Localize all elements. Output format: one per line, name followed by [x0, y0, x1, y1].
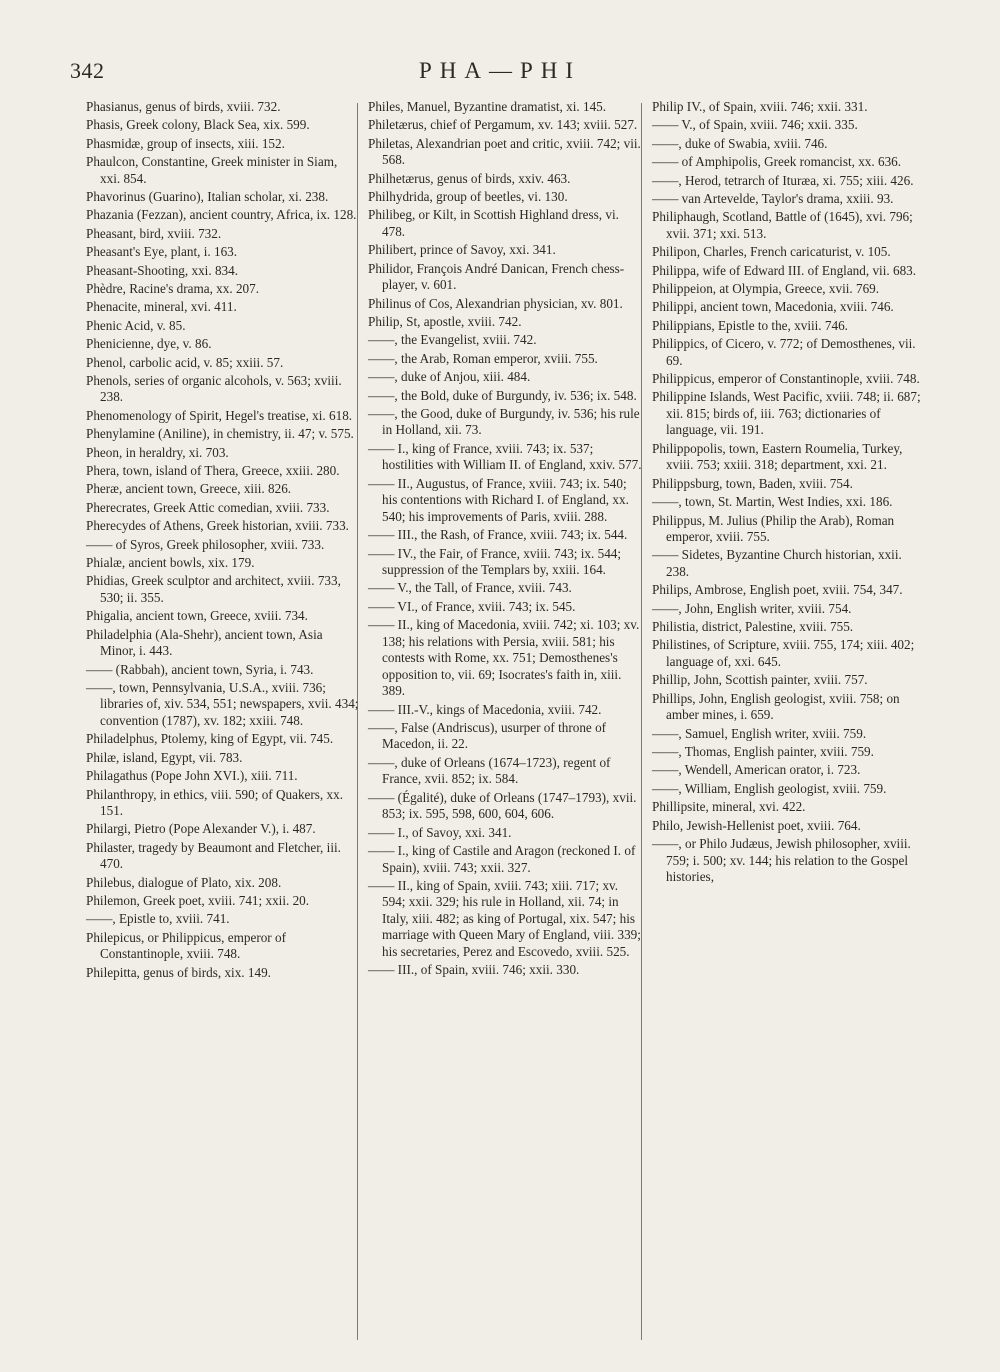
index-entry: Phazania (Fezzan), ancient country, Africa, ix. 128. [86, 207, 357, 223]
index-entry: —— III., the Rash, of France, xviii. 743; ix. 544. [368, 527, 628, 543]
index-entry: Phidias, Greek sculptor and architect, xviii. 733, 530; ii. 355. [86, 573, 341, 605]
index-entry: ——, the Evangelist, xviii. 742. [368, 332, 537, 348]
index-entry: Philippopolis, town, Eastern Roumelia, Turkey, xviii. 753; xxiii. 318; department, xxi. 21. [652, 440, 903, 473]
index-entry: Phenacite, mineral, xvi. 411. [86, 299, 237, 315]
index-entry: Philepicus, or Philippicus, emperor of Constantinople, xviii. 748. [86, 929, 286, 962]
index-entry: Philetas, Alexandrian poet and critic, xviii. 742; vii. 568. [368, 135, 641, 168]
index-entry: Philadelphus, Ptolemy, king of Egypt, vii. 745. [86, 731, 334, 747]
index-entry: Phenols, series of organic alcohols, v. 563; xviii. 238. [86, 372, 342, 405]
index-entry: —— V., the Tall, of France, xviii. 743. [368, 580, 572, 596]
index-entry: Philes, Manuel, Byzantine dramatist, xi. 145. [368, 99, 607, 114]
index-entry: —— II., king of Macedonia, xviii. 742; xi. 103; xv. 138; his relations with Persia, xviii. 581; his contests with Rome, xx. 751; Demosthenes's opposition to, vii. 69; Isocrates's faith in, xiii. 389. [368, 617, 640, 699]
index-entry: Philanthropy, in ethics, viii. 590; of Quakers, xx. 151. [86, 786, 344, 818]
index-entry: —— (Égalité), duke of Orleans (1747–1793), xvii. 853; ix. 595, 598, 600, 604, 606. [368, 789, 637, 822]
index-entry: Philistines, of Scripture, xviii. 755, 174; xiii. 402; language of, xxi. 645. [652, 637, 915, 669]
index-entry: ——, Samuel, English writer, xviii. 759. [652, 725, 867, 741]
index-entry: Pheon, in heraldry, xi. 703. [86, 444, 229, 460]
index-entry: Philinus of Cos, Alexandrian physician, xv. 801. [368, 295, 623, 311]
index-entry: ——, William, English geologist, xviii. 759. [652, 780, 887, 796]
index-entry: ——, Herod, tetrarch of Ituræa, xi. 755; xiii. 426. [652, 172, 914, 188]
index-entry: Philippus, M. Julius (Philip the Arab), Roman emperor, xviii. 755. [652, 512, 895, 545]
index-entry: Phigalia, ancient town, Greece, xviii. 734. [86, 608, 308, 624]
index-entry: Philippine Islands, West Pacific, xviii. 748; ii. 687; xii. 815; birds of, iii. 763; dictionaries of language, vii. 191. [652, 389, 921, 438]
index-entry: Philagathus (Pope John XVI.), xiii. 711. [86, 768, 298, 784]
index-entry: —— V., of Spain, xviii. 746; xxii. 335. [652, 117, 858, 133]
index-entry: ——, Wendell, American orator, i. 723. [652, 762, 861, 778]
index-entry: Phillips, John, English geologist, xviii. 758; on amber mines, i. 659. [652, 690, 900, 723]
index-entry: Philidor, François André Danican, French chess-player, v. 601. [368, 260, 625, 293]
index-entry: —— of Syros, Greek philosopher, xviii. 733. [86, 536, 325, 552]
index-entry: Philemon, Greek poet, xviii. 741; xxii. 20. [86, 893, 310, 909]
index-entry: ——, duke of Anjou, xiii. 484. [368, 369, 531, 385]
index-entry: Philippics, of Cicero, v. 772; of Demosthenes, vii. 69. [652, 336, 916, 368]
index-entry: Pheasant-Shooting, xxi. 834. [86, 262, 239, 278]
index-entry: ——, False (Andriscus), usurper of throne of Macedon, ii. 22. [368, 719, 607, 752]
index-entry: ——, John, English writer, xviii. 754. [652, 600, 852, 616]
index-entry: —— VI., of France, xviii. 743; ix. 545. [368, 598, 576, 614]
index-entry: Philaster, tragedy by Beaumont and Fletcher, iii. 470. [86, 839, 341, 872]
index-entry: Phaulcon, Constantine, Greek minister in Siam, xxi. 854. [86, 154, 338, 186]
index-entry: ——, Epistle to, xviii. 741. [86, 911, 230, 927]
index-entry: ——, duke of Orleans (1674–1723), regent of France, xvii. 852; ix. 584. [368, 754, 611, 787]
index-entry: ——, town, St. Martin, West Indies, xxi. 186. [652, 494, 893, 510]
index-entry: ——, or Philo Judæus, Jewish philosopher, xviii. 759; i. 500; xv. 144; his relation to the Gospel histories, [652, 836, 911, 884]
index-entry: Pheasant's Eye, plant, i. 163. [86, 244, 238, 260]
index-entry: ——, town, Pennsylvania, U.S.A., xviii. 736; libraries of, xiv. 534, 551; newspapers, xvii. 434; convention (1787), xv. 182; xxiii. 748. [86, 679, 359, 728]
index-entry: —— (Rabbah), ancient town, Syria, i. 743. [86, 661, 314, 677]
index-entry: —— I., of Savoy, xxi. 341. [368, 824, 512, 840]
index-entry: Phillipsite, mineral, xvi. 422. [652, 799, 806, 815]
index-column-3 [652, 99, 926, 887]
index-entry: ——, the Arab, Roman emperor, xviii. 755. [368, 350, 598, 366]
index-entry: Philippi, ancient town, Macedonia, xviii. 746. [652, 299, 894, 315]
index-entry: —— I., king of France, xviii. 743; ix. 537; hostilities with William II. of England, xxiv. 577. [368, 440, 642, 473]
index-entry: ——, the Bold, duke of Burgundy, iv. 536; ix. 548. [368, 387, 637, 403]
index-column-1 [86, 99, 360, 983]
index-entry: Philæ, island, Egypt, vii. 783. [86, 749, 243, 765]
index-entry: Phenomenology of Spirit, Hegel's treatise, xi. 618. [86, 407, 353, 423]
index-entry: Philip, St, apostle, xviii. 742. [368, 314, 522, 330]
index-entry: Pheræ, ancient town, Greece, xiii. 826. [86, 481, 292, 497]
index-entry: ——, the Good, duke of Burgundy, iv. 536; his rule in Holland, xii. 73. [368, 405, 640, 438]
index-entry: —— van Artevelde, Taylor's drama, xxiii. 93. [652, 190, 894, 206]
index-entry: Pherecrates, Greek Attic comedian, xviii. 733. [86, 499, 330, 515]
index-entry: —— Sidetes, Byzantine Church historian, xxii. 238. [652, 547, 902, 579]
index-entry: Phenic Acid, v. 85. [86, 317, 186, 333]
running-head: PHA—PHI [418, 58, 582, 83]
index-entry: Philibeg, or Kilt, in Scottish Highland dress, vi. 478. [368, 207, 619, 239]
index-entry: —— I., king of Castile and Aragon (reckoned I. of Spain), xviii. 743; xxii. 327. [368, 843, 636, 875]
page-number: 342 [70, 58, 105, 83]
index-entry: Philippicus, emperor of Constantinople, xviii. 748. [652, 371, 920, 387]
index-entry: Philip IV., of Spain, xviii. 746; xxii. 331. [652, 99, 868, 114]
index-entry: Philippians, Epistle to the, xviii. 746. [652, 317, 848, 333]
index-entry: —— IV., the Fair, of France, xviii. 743; ix. 544; suppression of the Templars by, xxiii. 164. [368, 545, 622, 578]
index-entry: Philo, Jewish-Hellenist poet, xviii. 764. [652, 817, 861, 833]
index-entry: Phasianus, genus of birds, xviii. 732. [86, 99, 281, 114]
index-entry: Philiphaugh, Scotland, Battle of (1645), xvi. 796; xvii. 371; xxi. 513. [652, 209, 913, 241]
index-entry: Philippsburg, town, Baden, xviii. 754. [652, 475, 853, 491]
index-entry: —— II., king of Spain, xviii. 743; xiii. 717; xv. 594; xxii. 329; his rule in Holland, xii. 74; in Italy, xiii. 482; as king of Portugal, xix. 547; his marriage with Queen Mary of England, viii. 339; his secretaries, Perez and Escovedo, xviii. 525. [368, 877, 641, 959]
index-column-2 [368, 99, 642, 981]
index-entry: Philadelphia (Ala-Shehr), ancient town, Asia Minor, i. 443. [86, 626, 323, 659]
index-entry: Pherecydes of Athens, Greek historian, xviii. 733. [86, 518, 349, 534]
index-entry: Philhydrida, group of beetles, vi. 130. [368, 189, 568, 205]
index-entry: Phenol, carbolic acid, v. 85; xxiii. 57. [86, 354, 284, 370]
index-entry: Philippeion, at Olympia, Greece, xvii. 769. [652, 281, 880, 297]
index-entry: Phèdre, Racine's drama, xx. 207. [86, 281, 260, 297]
index-entry: Philargi, Pietro (Pope Alexander V.), i. 487. [86, 821, 316, 837]
index-entry: Phillip, John, Scottish painter, xviii. 757. [652, 672, 868, 688]
index-entry: Phera, town, island of Thera, Greece, xxiii. 280. [86, 463, 340, 479]
index-entry: Phenylamine (Aniline), in chemistry, ii. 47; v. 575. [86, 426, 354, 442]
index-entry: Philebus, dialogue of Plato, xix. 208. [86, 874, 282, 890]
index-entry: Philipon, Charles, French caricaturist, v. 105. [652, 244, 891, 260]
index-entry: Phasmidæ, group of insects, xiii. 152. [86, 135, 285, 151]
index-entry: Philistia, district, Palestine, xviii. 755. [652, 619, 854, 635]
index-entry: Phenicienne, dye, v. 86. [86, 336, 212, 352]
index-entry: Phasis, Greek colony, Black Sea, xix. 599. [86, 117, 310, 133]
index-entry: Phavorinus (Guarino), Italian scholar, xi. 238. [86, 189, 329, 205]
index-entry: —— II., Augustus, of France, xviii. 743; ix. 540; his contentions with Richard I. of England, xx. 540; his improvements of Paris, xviii. 288. [368, 475, 629, 524]
index-entry: ——, duke of Swabia, xviii. 746. [652, 135, 828, 151]
index-entry: Phialæ, ancient bowls, xix. 179. [86, 554, 255, 570]
index-entry: Philetærus, chief of Pergamum, xv. 143; xviii. 527. [368, 117, 638, 133]
index-entry: —— III.-V., kings of Macedonia, xviii. 742. [368, 701, 602, 717]
index-entry: Philhetærus, genus of birds, xxiv. 463. [368, 170, 571, 186]
index-entry: Pheasant, bird, xviii. 732. [86, 225, 222, 241]
index-entry: Philepitta, genus of birds, xix. 149. [86, 964, 271, 980]
index-entry: ——, Thomas, English painter, xviii. 759. [652, 744, 874, 760]
index-entry: —— of Amphipolis, Greek romancist, xx. 636. [652, 154, 902, 170]
index-entry: Philippa, wife of Edward III. of England, vii. 683. [652, 262, 917, 278]
index-entry: Philibert, prince of Savoy, xxi. 341. [368, 242, 556, 258]
index-entry: —— III., of Spain, xviii. 746; xxii. 330. [368, 962, 580, 978]
index-entry: Philips, Ambrose, English poet, xviii. 754, 347. [652, 582, 903, 598]
